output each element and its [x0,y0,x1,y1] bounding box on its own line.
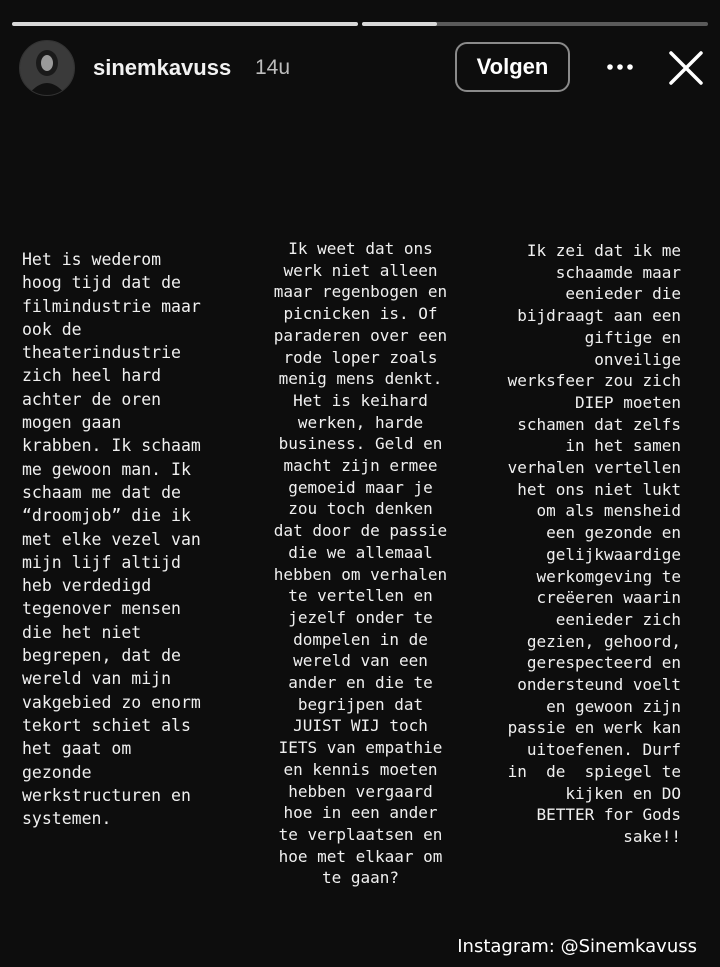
username[interactable]: sinemkavuss [93,55,232,80]
story-progress-segment-2-fill [362,22,437,26]
story-text-left-column: Het is wederom hoog tijd dat de filmindustrie maar ook de theaterindustrie zich heel hard achter de oren mogen gaan krabben. Ik schaam me gewoon man. Ik schaam me dat de “droomjob” die ik met elke vezel van mijn lijf altijd heb verdedigd tegenover mensen die het niet begrepen, dat de wereld van mijn vakgebied zo enorm tekort schiet als het gaat om gezonde werkstructuren en systemen. [22,250,201,829]
post-time: 14u [255,56,291,79]
close-icon[interactable] [666,48,706,88]
avatar[interactable] [19,40,75,96]
story-text-right-column: Ik zei dat ik me schaamde maar eenieder die bijdraagt aan een giftige en onveilige werksfeer zou zich DIEP moeten schamen dat zelfs in het samen verhalen vertellen het ons niet lukt om als mensheid een gezonde en gelijkwaardige werkomgeving te creëeren waarin eenieder zich gezien, gehoord, gerespecteerd en ondersteund voelt en gewoon zijn passie en werk kan uitoefenen. Durf in de spiegel te kijken en DO BETTER for Gods sake!! [507,241,681,846]
avatar-image [20,41,74,95]
story-progress-segment-1 [12,22,358,26]
story-text-middle-column: Ik weet dat ons werk niet alleen maar regenbogen en picnicken is. Of paraderen over een rode loper zoals menig mens denkt. Het is keihard werken, harde business. Geld en macht zijn ermee gemoeid maar je zou toch denken dat door de passie die we allemaal hebben om verhalen te vertellen en jezelf onder te dompelen in de wereld van een ander en die te begrijpen dat JUIST WIJ toch IETS van empathie en kennis moeten hebben vergaard hoe in een ander te verplaatsen en hoe met elkaar om te gaan? [273,239,448,888]
follow-button[interactable]: Volgen [455,42,570,92]
more-dots-icon[interactable] [603,50,637,84]
instagram-credit: Instagram: @Sinemkavuss [457,936,697,957]
